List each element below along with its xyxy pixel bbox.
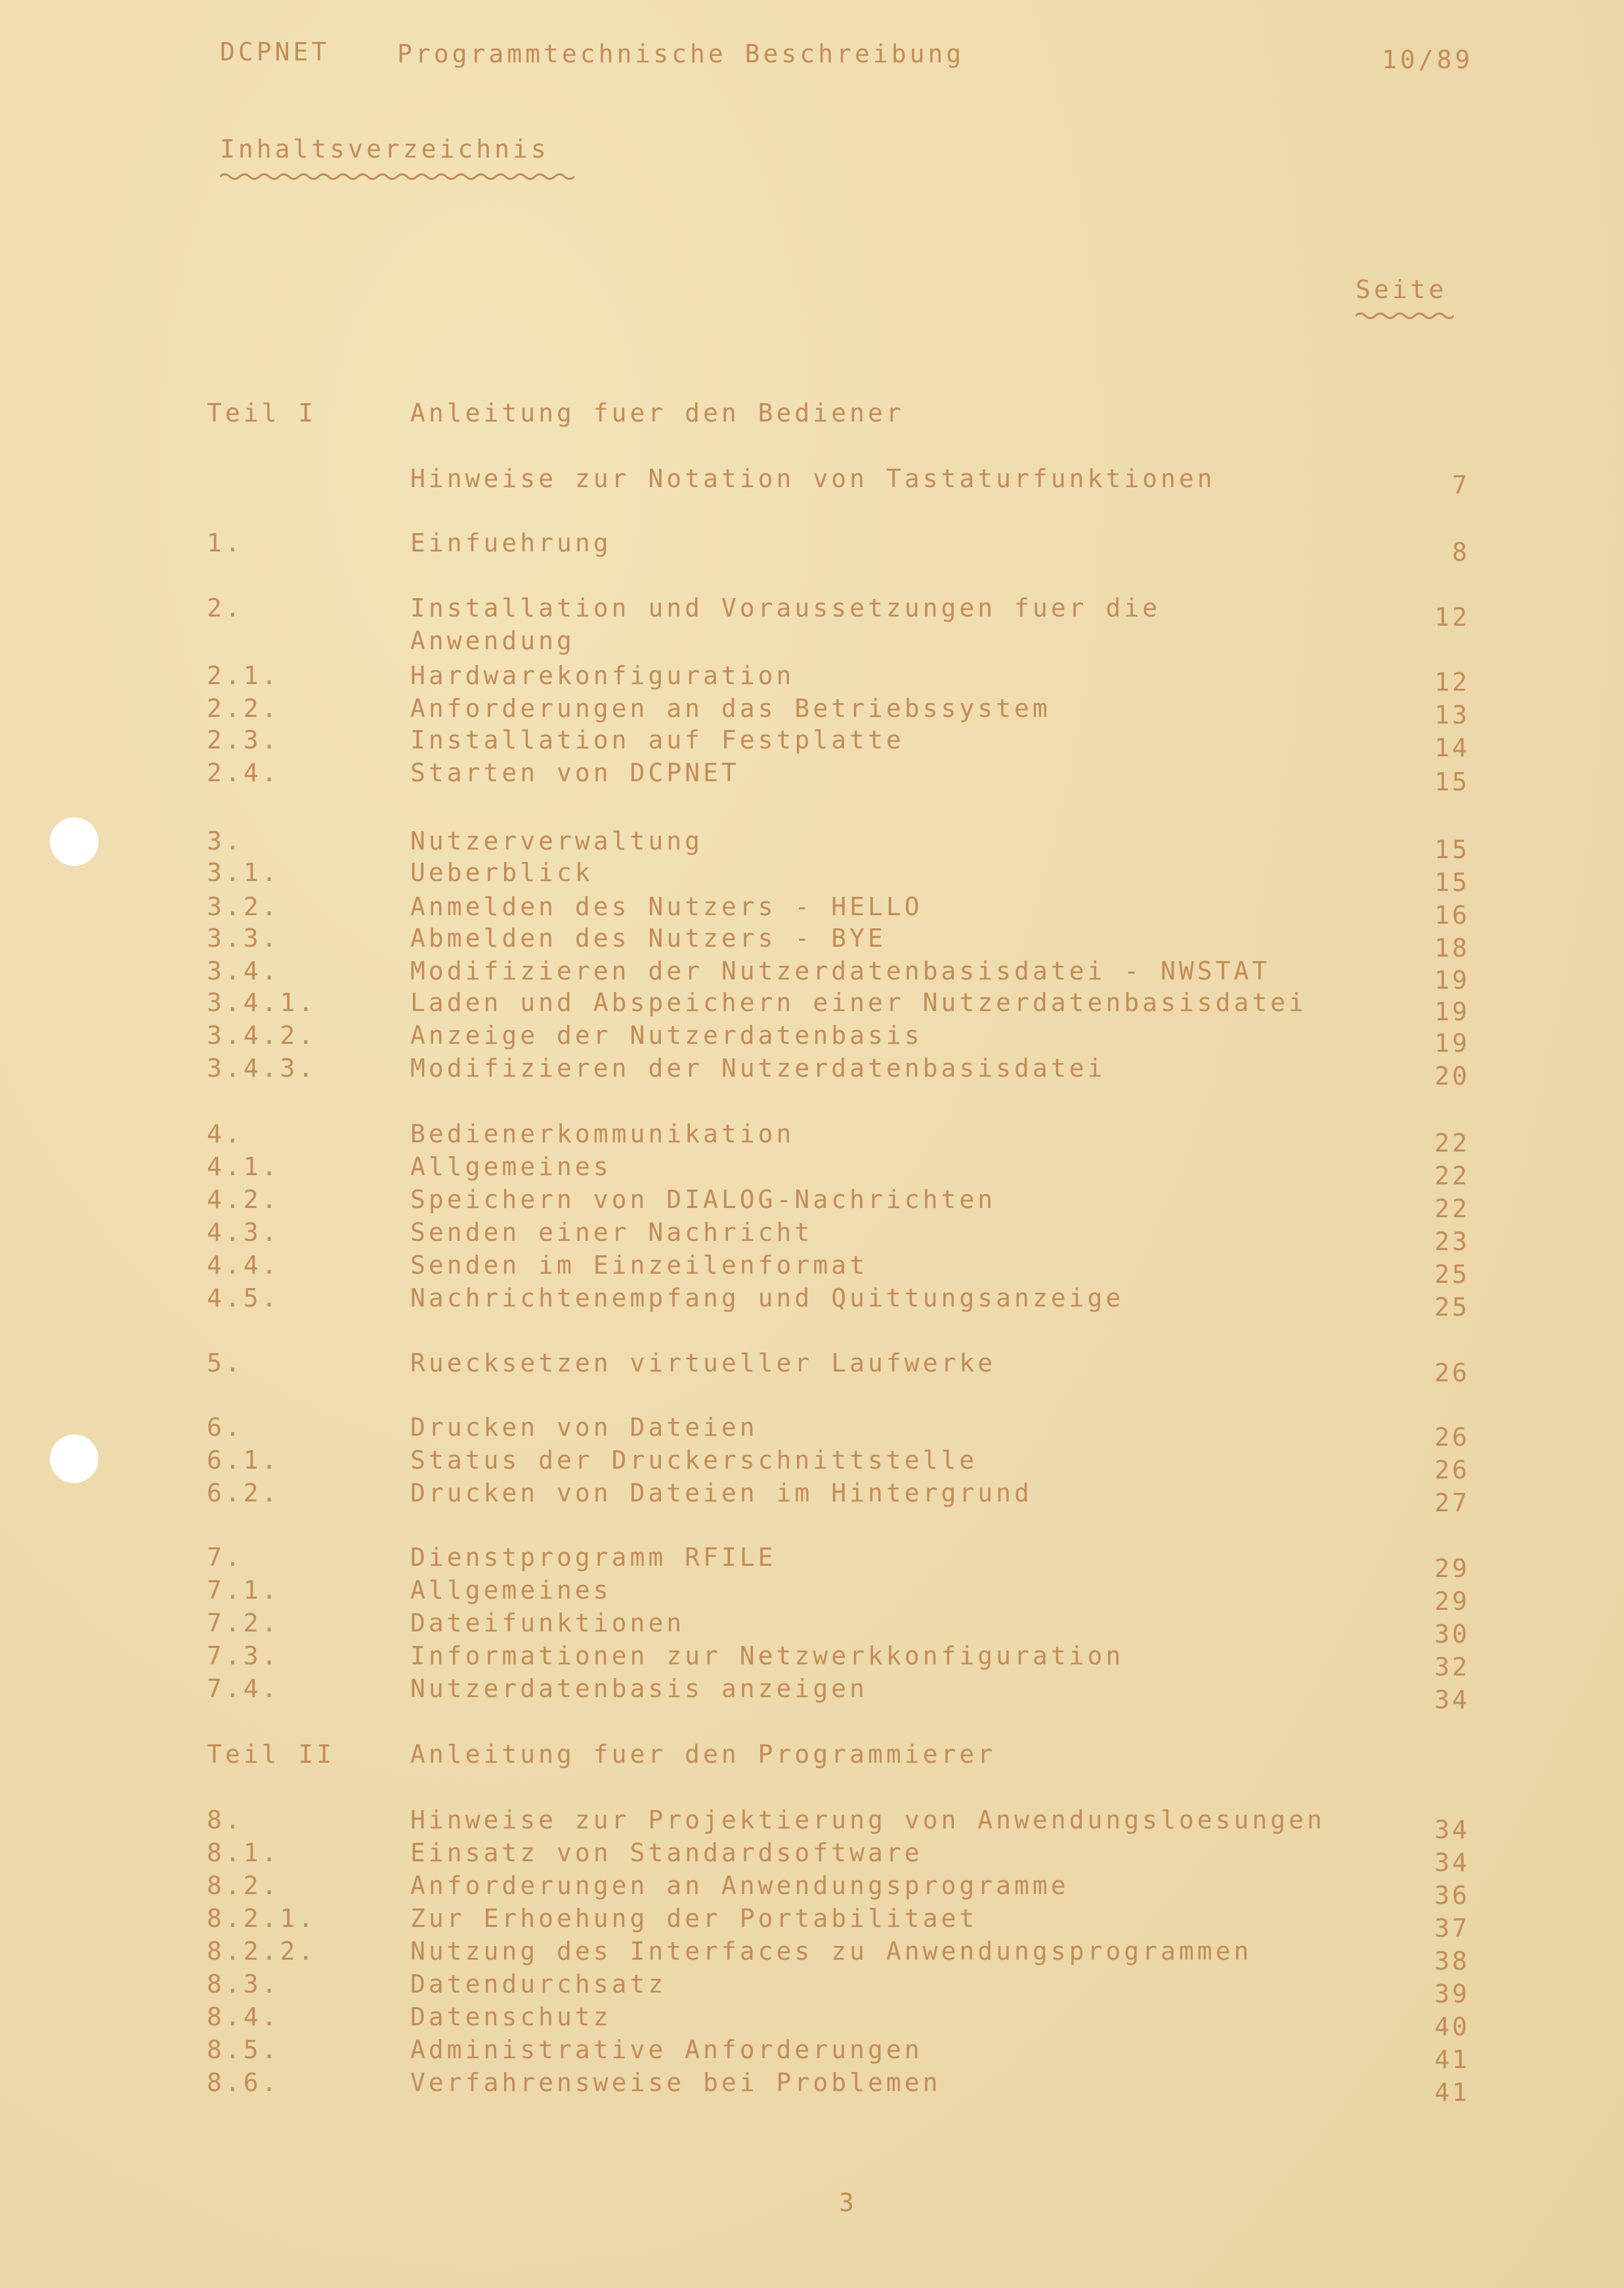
toc-entry-page: 26 [1434,1358,1470,1387]
toc-entry-number: 3. [207,827,244,855]
toc-entry-title: Datendurchsatz [410,1970,667,1998]
toc-entry-number: 4.5. [207,1284,280,1312]
toc-entry-number: 8. [207,1805,244,1834]
toc-entry-number: 3.2. [207,892,280,921]
toc-entry-number: 4.4. [207,1251,280,1280]
toc-entry-page: 22 [1434,1129,1470,1157]
toc-entry-page: 27 [1434,1488,1470,1517]
page-column-label-underline [1356,311,1454,320]
toc-entry-number: 6. [207,1413,244,1442]
toc-entry-title: Hinweise zur Projektierung von Anwendungsloesungen [410,1805,1325,1834]
toc-entry-title: Allgemeines [410,1152,612,1181]
toc-entry-page: 19 [1434,997,1470,1026]
toc-entry-page: 32 [1434,1652,1470,1681]
toc-entry-number: Teil II [207,1740,335,1769]
toc-entry-number: 2.4. [207,758,280,787]
toc-entry-page: 36 [1434,1881,1470,1910]
toc-entry-title: Allgemeines [410,1576,612,1605]
toc-entry-number: 8.2. [207,1871,280,1900]
header-left: DCPNET [220,37,330,66]
toc-entry-number: Teil I [207,399,317,427]
toc-entry-title: Bedienerkommunikation [410,1119,795,1148]
toc-entry-title: Informationen zur Netzwerkkonfiguration [410,1641,1124,1670]
toc-entry-title: Senden im Einzeilenformat [410,1251,868,1280]
footer-page-number: 3 [839,2188,857,2217]
toc-entry-title: Speichern von DIALOG-Nachrichten [410,1185,996,1214]
toc-entry-page: 37 [1434,1914,1470,1943]
toc-entry-page: 12 [1434,668,1470,697]
toc-entry-page: 20 [1434,1062,1470,1090]
toc-entry-page: 14 [1434,733,1470,762]
toc-entry-number: 3.1. [207,858,280,887]
toc-entry-number: 3.4.2. [207,1021,317,1050]
toc-entry [0,1545,1624,1575]
toc-entry-page: 41 [1434,2045,1470,2074]
header-title: Programmtechnische Beschreibung [397,39,965,68]
toc-entry-title: Anzeige der Nutzerdatenbasis [410,1021,923,1050]
toc-entry-title: Dienstprogramm RFILE [410,1543,777,1572]
toc-entry-number: 4.3. [207,1218,280,1247]
toc-entry-title: Dateifunktionen [410,1608,685,1637]
toc-entry-title: Zur Erhoehung der Portabilitaet [410,1904,978,1933]
toc-entry-number: 8.2.2. [207,1937,317,1966]
toc-entry-title: Abmelden des Nutzers - BYE [410,924,886,953]
toc-entry-title: Senden einer Nachricht [410,1218,813,1247]
toc-entry-title: Nutzung des Interfaces zu Anwendungsprogrammen [410,1937,1252,1966]
toc-entry-page: 16 [1434,901,1470,930]
toc-entry-number: 6.2. [207,1479,280,1507]
header-date: 10/89 [1382,45,1474,74]
toc-entry-title: Ueberblick [410,858,593,887]
toc-entry-page: 25 [1434,1293,1470,1322]
toc-entry-page: 34 [1434,1685,1470,1714]
toc-entry [0,628,1624,658]
toc-entry-number: 7.4. [207,1674,280,1703]
toc-entry-title: Starten von DCPNET [410,758,740,787]
toc-entry-title: Anforderungen an Anwendungsprogramme [410,1871,1069,1900]
toc-entry [0,530,1624,561]
toc-entry-page: 7 [1452,471,1470,500]
toc-entry-page: 30 [1434,1620,1470,1649]
toc-entry-number: 8.3. [207,1970,280,1998]
toc-entry-number: 8.1. [207,1838,280,1867]
toc-entry-page: 8 [1452,538,1470,567]
toc-entry-number: 7.1. [207,1576,280,1605]
toc-entry-page: 25 [1434,1260,1470,1289]
toc-entry [0,1121,1624,1152]
toc-entry-page: 15 [1434,868,1470,897]
toc-entry-title: Nutzerdatenbasis anzeigen [410,1674,868,1703]
toc-entry-title: Nutzerverwaltung [410,827,704,855]
toc-entry-title: Anleitung fuer den Bediener [410,399,905,427]
toc-entry-number: 7.2. [207,1608,280,1637]
page-column-label: Seite [1356,275,1447,304]
toc-entry-page: 13 [1434,701,1470,729]
toc-entry-title: Nachrichtenempfang und Quittungsanzeige [410,1284,1124,1312]
toc-entry-number: 8.5. [207,2035,280,2064]
toc-entry-number: 4.1. [207,1152,280,1181]
toc-entry-page: 26 [1434,1423,1470,1452]
toc-entry-title: Hardwarekonfiguration [410,661,795,690]
toc-entry-title: Status der Druckerschnittstelle [410,1446,978,1475]
toc-entry-title: Modifizieren der Nutzerdatenbasisdatei - NWSTAT [410,957,1271,985]
toc-entry-title: Administrative Anforderungen [410,2035,923,2064]
toc-entry-number: 7. [207,1543,244,1572]
toc-entry [0,829,1624,859]
toc-entry-page: 26 [1434,1456,1470,1484]
toc-entry-number: 8.2.1. [207,1904,317,1933]
toc-entry-title: Anforderungen an das Betriebssystem [410,694,1051,723]
toc-heading: Inhaltsverzeichnis [220,135,549,163]
toc-entry-number: 7.3. [207,1641,280,1670]
toc-entry-number: 8.6. [207,2068,280,2097]
toc-entry-title: Installation auf Festplatte [410,725,905,754]
toc-entry-number: 3.4. [207,957,280,985]
toc-heading-underline [220,172,574,181]
toc-entry-page: 19 [1434,966,1470,995]
toc-entry-page: 22 [1434,1194,1470,1223]
toc-entry-page: 40 [1434,2012,1470,2041]
toc-entry-page: 39 [1434,1979,1470,2008]
toc-entry-number: 5. [207,1349,244,1377]
toc-entry-page: 23 [1434,1227,1470,1256]
toc-entry-title: Anmelden des Nutzers - HELLO [410,892,923,921]
toc-entry-page: 12 [1434,603,1470,632]
toc-entry-title: Hinweise zur Notation von Tastaturfunktionen [410,464,1216,493]
toc-entry-number: 2.3. [207,725,280,754]
toc-entry-page: 18 [1434,934,1470,962]
toc-entry-page: 29 [1434,1587,1470,1616]
toc-entry-title: Modifizieren der Nutzerdatenbasisdatei [410,1054,1106,1083]
toc-entry-number: 3.4.1. [207,988,317,1017]
toc-entry-title: Anwendung [410,626,575,655]
toc-entry-number: 2. [207,594,244,622]
toc-entry-title: Drucken von Dateien [410,1413,758,1442]
toc-entry-number: 2.2. [207,694,280,723]
toc-entry-title: Ruecksetzen virtueller Laufwerke [410,1349,996,1377]
toc-entry-number: 4.2. [207,1185,280,1214]
toc-entry-number: 8.4. [207,2002,280,2031]
toc-entry-number: 3.4.3. [207,1054,317,1083]
toc-entry-number: 2.1. [207,661,280,690]
toc-entry-title: Drucken von Dateien im Hintergrund [410,1479,1033,1507]
toc-entry-number: 6.1. [207,1446,280,1475]
toc-entry-number: 3.3. [207,924,280,953]
toc-entry-number: 4. [207,1119,244,1148]
toc-entry-title: Installation und Voraussetzungen fuer die [410,594,1161,622]
toc-entry-page: 15 [1434,767,1470,796]
toc-entry-title: Datenschutz [410,2002,612,2031]
toc-entry-page: 29 [1434,1554,1470,1583]
toc-entry-page: 41 [1434,2078,1470,2107]
toc-entry-title: Verfahrensweise bei Problemen [410,2068,941,2097]
toc-entry-title: Einfuehrung [410,529,612,557]
toc-entry [0,1415,1624,1445]
toc-entry-title: Anleitung fuer den Programmierer [410,1740,996,1769]
toc-entry-title: Laden und Abspeichern einer Nutzerdatenbasisdatei [410,988,1308,1017]
toc-entry-page: 19 [1434,1029,1470,1058]
toc-entry-page: 15 [1434,835,1470,864]
toc-entry-page: 34 [1434,1848,1470,1877]
toc-entry-title: Einsatz von Standardsoftware [410,1838,923,1867]
toc-entry-page: 34 [1434,1815,1470,1844]
toc-entry-number: 1. [207,529,244,557]
toc-entry-page: 38 [1434,1947,1470,1975]
toc-entry-page: 22 [1434,1161,1470,1190]
